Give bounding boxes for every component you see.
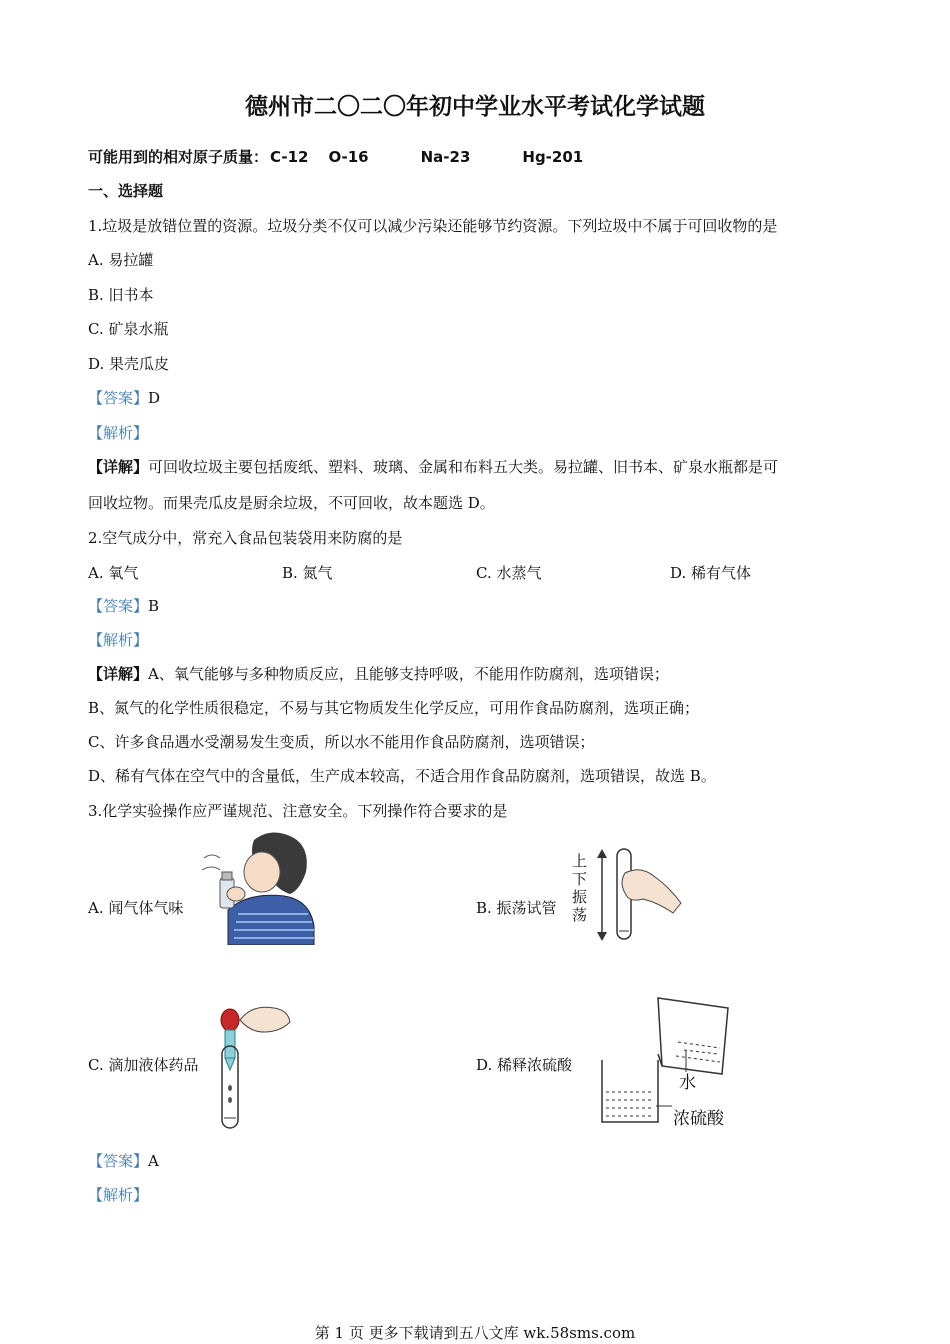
q1-analysis-tag: 【解析】 bbox=[88, 424, 149, 442]
atomic-mass-line bbox=[88, 146, 583, 167]
q2-detail-line-1 bbox=[88, 663, 669, 684]
q1-option-c: C. 矿泉水瓶 bbox=[88, 320, 169, 338]
q3-answer-value: A bbox=[148, 1152, 159, 1170]
answer-tag: 【答案】 bbox=[88, 1152, 149, 1170]
section-heading: 一、选择题 bbox=[88, 182, 164, 200]
q1-option-d: D. 果壳瓜皮 bbox=[88, 355, 170, 373]
q2-option-d: D. 稀有气体 bbox=[670, 564, 752, 582]
q2-analysis-tag: 【解析】 bbox=[88, 631, 149, 649]
atomic-mass-na: Na-23 bbox=[420, 148, 471, 166]
q2-detail-line-3: C、许多食品遇水受潮易发生变质，所以水不能用作食品防腐剂，选项错误； bbox=[88, 733, 595, 751]
q2-option-b: B. 氮气 bbox=[282, 564, 333, 582]
q2-answer bbox=[88, 595, 159, 616]
shake-char-2: 下 bbox=[572, 870, 588, 888]
q1-stem: 1.垃圾是放错位置的资源。垃圾分类不仅可以减少污染还能够节约资源。下列垃圾中不属于可回收物的是 bbox=[88, 217, 778, 235]
q3-answer bbox=[88, 1150, 159, 1171]
q1-detail-text-1: 可回收垃圾主要包括废纸、塑料、玻璃、金属和布料五大类。易拉罐、旧书本、矿泉水瓶都是可 bbox=[148, 458, 779, 476]
page-title: 德州市二〇二〇年初中学业水平考试化学试题 bbox=[245, 94, 705, 120]
atomic-mass-label: 可能用到的相对原子质量： bbox=[88, 148, 269, 166]
q3-option-c: C. 滴加液体药品 bbox=[88, 1056, 199, 1074]
q3-stem: 3.化学实验操作应严谨规范、注意安全。下列操作符合要求的是 bbox=[88, 802, 508, 820]
q2-answer-value: B bbox=[148, 597, 160, 615]
q3-analysis-tag: 【解析】 bbox=[88, 1186, 149, 1204]
q1-option-b: B. 旧书本 bbox=[88, 286, 154, 304]
smell-gas-illustration bbox=[198, 830, 316, 945]
shake-char-3: 振 bbox=[572, 888, 588, 906]
answer-tag: 【答案】 bbox=[88, 597, 149, 615]
atomic-mass-o: O-16 bbox=[328, 148, 369, 166]
shake-char-4: 荡 bbox=[572, 906, 588, 924]
page-footer: 第 1 页 更多下载请到五八文库 wk.58sms.com bbox=[314, 1324, 636, 1342]
shake-direction-text bbox=[572, 852, 590, 924]
detail-tag: 【详解】 bbox=[88, 665, 149, 683]
q2-option-c: C. 水蒸气 bbox=[476, 564, 542, 582]
q1-answer-value: D bbox=[148, 389, 161, 407]
atomic-mass-hg: Hg-201 bbox=[522, 148, 584, 166]
q2-detail-text-1: A、氧气能够与多种物质反应，且能够支持呼吸，不能用作防腐剂，选项错误； bbox=[148, 665, 669, 683]
q1-answer bbox=[88, 387, 160, 408]
detail-tag: 【详解】 bbox=[88, 458, 149, 476]
acid-label: 浓硫酸 bbox=[673, 1109, 724, 1129]
dropper-illustration bbox=[212, 1000, 292, 1135]
q2-stem: 2.空气成分中，常充入食品包装袋用来防腐的是 bbox=[88, 529, 403, 547]
q1-option-a: A. 易拉罐 bbox=[88, 251, 154, 269]
atomic-mass-c: C-12 bbox=[270, 148, 309, 166]
q3-option-b: B. 振荡试管 bbox=[476, 899, 557, 917]
answer-tag: 【答案】 bbox=[88, 389, 149, 407]
q2-detail-line-2: B、氮气的化学性质很稳定，不易与其它物质发生化学反应，可用作食品防腐剂，选项正确； bbox=[88, 699, 700, 717]
q2-option-a: A. 氧气 bbox=[88, 564, 139, 582]
shake-char-1: 上 bbox=[572, 852, 588, 870]
q3-option-a: A. 闻气体气味 bbox=[88, 899, 184, 917]
water-label: 水 bbox=[679, 1073, 696, 1093]
q2-detail-line-4: D、稀有气体在空气中的含量低，生产成本较高，不适合用作食品防腐剂，选项错误，故选 B。 bbox=[88, 767, 716, 785]
q1-detail-line-2: 回收垃物。而果壳瓜皮是厨余垃圾，不可回收，故本题选 D。 bbox=[88, 494, 495, 512]
q3-option-d: D. 稀释浓硫酸 bbox=[476, 1056, 573, 1074]
q1-detail-line-1 bbox=[88, 456, 778, 477]
